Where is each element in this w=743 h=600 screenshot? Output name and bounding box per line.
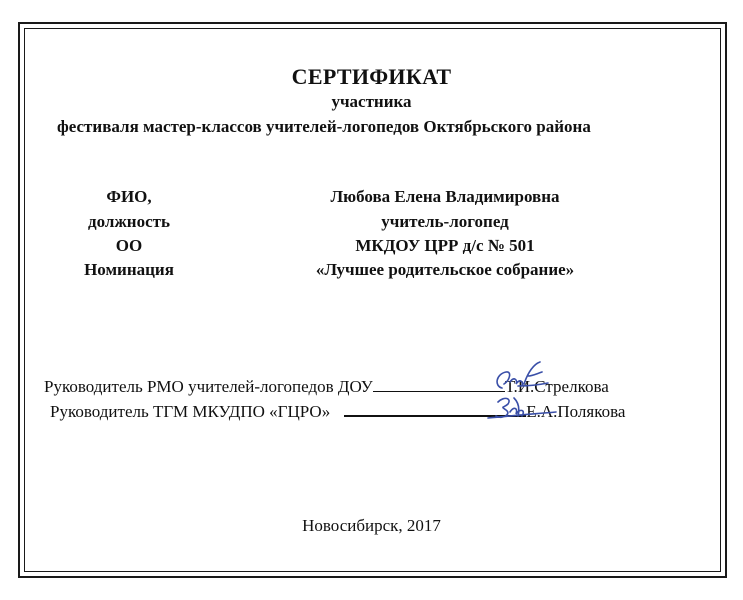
signatory-name-2: Е.А.Полякова [526, 402, 626, 421]
org-value: МКДОУ ЦРР д/с № 501 [355, 236, 535, 255]
certificate-subtitle: участника [331, 92, 412, 111]
position-label: должность [88, 212, 170, 231]
nomination-label: Номинация [84, 260, 174, 279]
signatory-role-2: Руководитель ТГМ МКУДПО «ГЦРО» [50, 402, 331, 421]
name-label: ФИО, [106, 187, 152, 206]
signature-polyakova [478, 392, 558, 426]
signature-line-1 [373, 376, 505, 392]
signatory-role-1: Руководитель РМО учителей-логопедов ДОУ [44, 377, 373, 396]
festival-name: фестиваля мастер-классов учителей-логопедов Октябрьского района [57, 117, 591, 136]
org-label: ОО [115, 236, 143, 255]
name-value: Любова Елена Владимировна [330, 187, 560, 206]
city-year: Новосибирск, 2017 [302, 516, 441, 535]
signature-strelkova [488, 358, 550, 396]
nomination-value: «Лучшее родительское собрание» [315, 260, 575, 279]
certificate-title: СЕРТИФИКАТ [291, 64, 452, 89]
signatory-name-1: Т.И.Стрелкова [504, 377, 609, 396]
position-value: учитель-логопед [381, 212, 509, 231]
